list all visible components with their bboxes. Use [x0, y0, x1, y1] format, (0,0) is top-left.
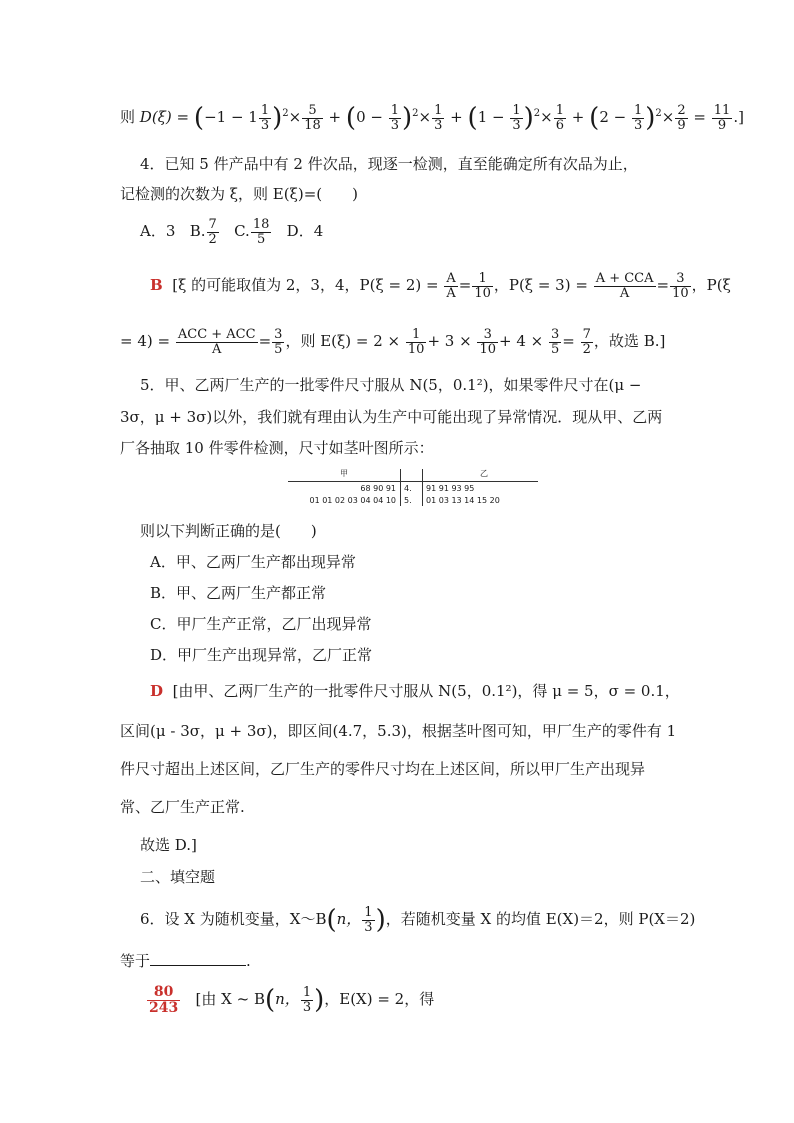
fraction: $\frac{5}{18}$ — [304, 103, 321, 133]
plot-divider-left — [400, 469, 401, 506]
q5-solution-line5: 故选 D.] — [140, 836, 197, 854]
q4-option-a: A．3 — [140, 222, 176, 241]
q6-answer: $\frac{80}{243}$ — [149, 984, 179, 1016]
plot-right-row1: 91 91 93 95 — [426, 484, 475, 493]
section-title: 二、填空题 — [140, 868, 216, 886]
q5-solution-line1: D [由甲、乙两厂生产的一批零件尺寸服从 N(5，0.1²)，得 μ = 5，σ = 0.1， — [150, 682, 680, 700]
q4-option-c: C. $\frac{18}{5}$ — [234, 217, 270, 247]
plot-divider-right — [422, 469, 423, 506]
q5-stem-line3: 厂各抽取 10 件零件检测，尺寸如茎叶图所示： — [120, 439, 434, 457]
q5-solution-line2: 区间(μ - 3σ，μ + 3σ)，即区间(4.7，5.3)，根据茎叶图可知，甲厂生产的零件有 1 — [120, 722, 677, 740]
q6-stem-line2: 等于 . — [120, 952, 251, 970]
q5-answer: D — [150, 682, 164, 700]
q4-solution-line1: B [ξ 的可能取值为 2，3，4，P(ξ = 2) = $\frac{A}{A}$ = $\frac{1}{10}$ ，P(ξ = 3) = $\frac{\text{A + CCA}}{A}$ = $\frac{3}{10}$ ，P(ξ — [150, 271, 731, 301]
plot-left-row2: 01 01 02 03 04 04 10 — [309, 496, 396, 505]
plot-stem1: 4. — [404, 484, 412, 493]
plot-title-yi: 乙 — [480, 469, 488, 478]
plot-right-row2: 01 03 13 14 15 20 — [426, 496, 500, 505]
q4-stem-line1: 4．已知 5 件产品中有 2 件次品，现逐一检测，直至能确定所有次品为止， — [140, 155, 638, 173]
q5-stem-line2: 3σ，μ + 3σ)以外，我们就有理由认为生产中可能出现了异常情况．现从甲、乙两 — [120, 408, 663, 426]
q5-option-a: A．甲、乙两厂生产都出现异常 — [150, 553, 356, 571]
q6-solution: $\frac{80}{243}$ [由 X ~ B(n， $\frac{1}{3}$ )，E(X) = 2，得 — [149, 984, 435, 1016]
q5-option-c: C．甲厂生产正常，乙厂出现异常 — [150, 615, 372, 633]
q5-question: 则以下判断正确的是( ) — [140, 522, 317, 540]
q5-option-d: D．甲厂生产出现异常，乙厂正常 — [150, 646, 373, 664]
fraction: $\frac{2}{9}$ — [677, 103, 686, 133]
plot-left-row1: 68 90 91 — [360, 484, 396, 493]
q4-options — [140, 218, 323, 246]
fraction: $\frac{1}{3}$ — [633, 103, 643, 133]
fraction: $\frac{1}{3}$ — [512, 103, 521, 133]
q4-solution-line2: = 4) = $\frac{\text{ACC + ACC}}{A}$ = $\frac{3}{5}$ ，则 E(ξ) = 2 × $\frac{1}{10}$ + 3 × $\frac{3}{10}$ + 4 × $\frac{3}{5}$ = $\frac{7}{2}$ ，故选 B.] — [120, 327, 666, 357]
q5-solution-line4: 常、乙厂生产正常. — [120, 798, 245, 816]
q5-solution-line3: 件尺寸超出上述区间，乙厂生产的零件尺寸均在上述区间，所以甲厂生产出现异 — [120, 760, 646, 778]
fraction: $\frac{1}{6}$ — [555, 103, 565, 133]
q5-stem-line1: 5．甲、乙两厂生产的一批零件尺寸服从 N(5，0.1²)，如果零件尺寸在(μ − — [140, 376, 642, 394]
stem-leaf-plot — [288, 468, 538, 506]
fraction: $\frac{11}{9}$ — [713, 103, 731, 133]
plot-title-jia: 甲 — [340, 469, 348, 478]
q4-stem-line2: 记检测的次数为 ξ，则 E(ξ)=( ) — [120, 185, 358, 203]
fraction: $\frac{1}{3}$ — [434, 103, 443, 133]
q6-answer-blank[interactable] — [150, 953, 246, 966]
q4-option-d: D．4 — [286, 222, 324, 241]
fraction: $\frac{1}{3}$ — [260, 103, 270, 133]
fraction: $\frac{1}{3}$ — [390, 103, 399, 133]
plot-stem2: 5. — [404, 496, 412, 505]
plot-top-rule — [288, 481, 538, 482]
q4-option-b: B. $\frac{7}{2}$ — [189, 217, 217, 247]
q6-stem-line1: 6．设 X 为随机变量，X～B(n， $\frac{1}{3}$ )，若随机变量 X 的均值 E(X)＝2，则 P(X＝2) — [140, 905, 696, 936]
variance-line: 则 D(ξ) = (−1 − 1 $\frac{1}{3}$ )$^2$× $\frac{5}{18}$ + (0 − $\frac{1}{3}$ )$^2$× $\frac{1}{3}$ + (1 − $\frac{1}{3}$ )$^2$× $\frac{1}{6}$ + (2 − $\frac{1}{3}$ )$^2$× $\frac{2}{9}$ = $\frac{11}{9}$ .] — [120, 103, 744, 134]
q4-answer: B — [150, 276, 163, 295]
q5-option-b: B．甲、乙两厂生产都正常 — [150, 584, 327, 602]
